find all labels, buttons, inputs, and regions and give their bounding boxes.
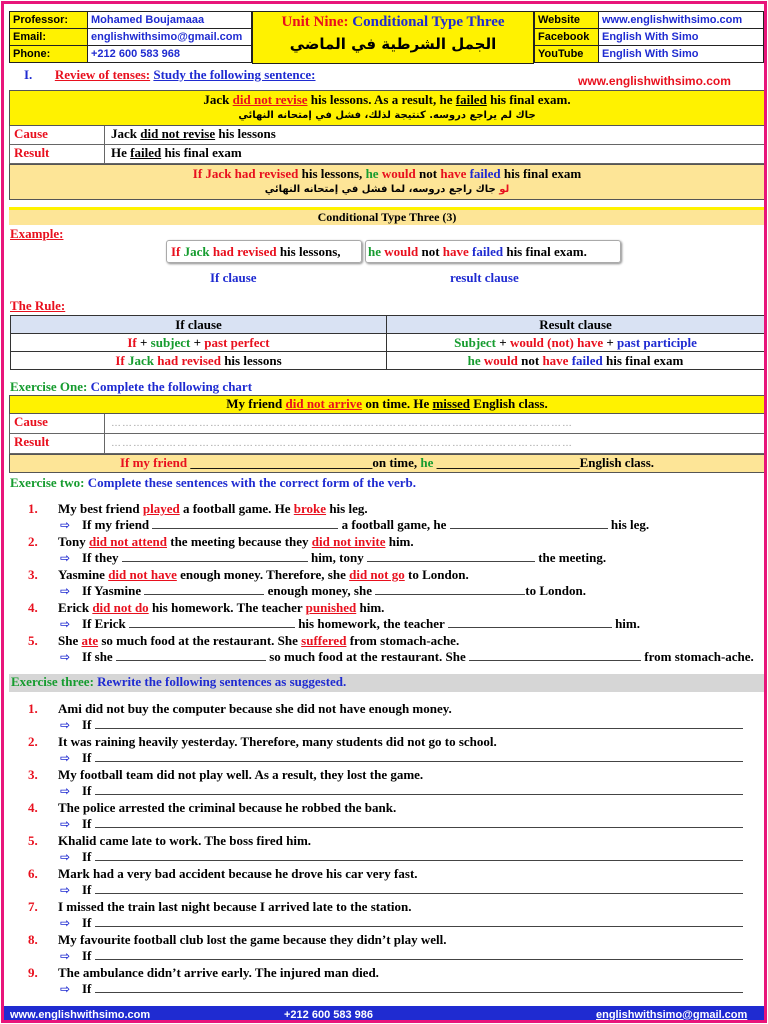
rule-example-result [387, 352, 765, 370]
ex-text: his lessons, [276, 244, 341, 259]
rule-header-result: Result clause [387, 316, 765, 334]
section-site-link[interactable]: www.englishwithsimo.com [578, 74, 731, 88]
answer-line[interactable] [95, 883, 743, 894]
cond-text: his lessons, [298, 166, 366, 181]
question-text: from stomach-ache. [346, 633, 460, 648]
cond-if: If Jack [192, 166, 235, 181]
ex1-blank-2[interactable]: ______________________ [433, 455, 580, 470]
exercise-three-heading [9, 674, 765, 692]
ex1-if: If [119, 455, 133, 470]
question-verb: played [142, 501, 180, 516]
exercise-three-label: Exercise three: [11, 674, 94, 689]
rule-subject: subject [150, 334, 191, 350]
rule-plus: + [603, 334, 618, 350]
exercise-two-question [28, 534, 414, 550]
ex1-subject: my friend [132, 455, 188, 470]
email-label: Email: [10, 29, 88, 46]
question-number: 8. [28, 932, 38, 947]
answer-prompt: If they [82, 550, 122, 565]
ex1-he: he [420, 455, 434, 470]
ex-participle: failed [468, 244, 504, 259]
arrow-right-icon: ⇨ [60, 617, 71, 631]
ex1-verb-1: did not arrive [285, 396, 363, 411]
answer-line[interactable] [95, 982, 743, 993]
ex-subject: he [368, 244, 385, 259]
answer-line[interactable] [95, 751, 743, 762]
exercise-one-instructions: Complete the following chart [90, 379, 253, 394]
ex-text: his final exam. [503, 244, 587, 259]
rule-plus: + [496, 334, 510, 350]
rule-ex-participle: failed [568, 352, 603, 368]
question-number: 4. [28, 600, 38, 615]
rule-formula-if [11, 334, 387, 352]
section-number: I. [24, 67, 33, 82]
ex-subject: Jack [183, 244, 213, 259]
ex1-text: English class. [470, 396, 548, 411]
rule-ex-subject: he [467, 352, 484, 368]
website-label: Website [535, 12, 599, 29]
ex1-result-row [9, 434, 765, 454]
ex1-cause-answer[interactable]: ……………………………………………………………………………………………………………… [111, 418, 573, 429]
answer-blank[interactable] [367, 551, 535, 562]
exercise-three-question [28, 767, 423, 783]
footer-bar [4, 1006, 766, 1023]
question-text: him. [356, 600, 385, 615]
rule-ex-if: If [115, 352, 128, 368]
ex-have: have [442, 244, 469, 259]
question-verb: did not attend [88, 534, 167, 549]
worksheet-page [1, 1, 767, 1023]
rule-past-perfect: past perfect [204, 334, 270, 350]
arrow-right-icon: ⇨ [60, 584, 71, 598]
example-if-clause [166, 240, 362, 263]
answer-if: If [82, 948, 92, 963]
exercise-three-question [28, 965, 379, 981]
arrow-right-icon: ⇨ [60, 784, 71, 798]
question-number: 4. [28, 800, 38, 815]
exercise-three-answer [60, 915, 743, 931]
cond-arabic [10, 184, 764, 195]
cond-text: his final exam [500, 166, 582, 181]
result-clause-caption: result clause [450, 270, 519, 285]
ex1-conditional-row [9, 454, 765, 473]
ex1-result-label: Result [10, 434, 105, 453]
phone-label: Phone: [10, 46, 88, 63]
ct3-title-bar: Conditional Type Three (3) [9, 207, 765, 225]
answer-blank[interactable] [152, 518, 338, 529]
exercise-three-answer [60, 816, 743, 832]
exercise-three-answer [60, 948, 743, 964]
answer-blank[interactable] [129, 617, 295, 628]
review-sentence-box [9, 90, 765, 126]
exercise-three-answer [60, 849, 743, 865]
teacher-info-table [9, 11, 252, 63]
answer-if: If [82, 849, 92, 864]
rule-if: If [127, 334, 137, 350]
exercise-two-question [28, 600, 384, 616]
review-text: his lessons. As a result, he [307, 92, 456, 107]
ex1-text: on time, [372, 455, 421, 470]
section-subtitle: Study the following sentence: [153, 67, 316, 82]
result-row [9, 145, 765, 164]
exercise-three-question [28, 899, 412, 915]
email-value[interactable]: englishwithsimo@gmail.com [88, 29, 252, 46]
cond-have: have [440, 166, 467, 181]
arrow-right-icon: ⇨ [60, 650, 71, 664]
youtube-value[interactable]: English With Simo [599, 46, 764, 63]
professor-name: Mohamed Boujamaaa [88, 12, 252, 29]
answer-prompt: If Yasmine [82, 583, 145, 598]
exercise-three-question [28, 800, 396, 816]
exercise-three-question [28, 866, 418, 882]
review-text: his final exam. [486, 92, 571, 107]
cond-participle: failed [466, 166, 501, 181]
ex-if: If [171, 244, 184, 259]
answer-prompt: If she [82, 649, 116, 664]
question-text: the meeting because they [167, 534, 312, 549]
professor-label: Professor: [10, 12, 88, 29]
question-text: My football team did not play well. As a result, they lost the game. [58, 767, 424, 782]
answer-if: If [82, 717, 92, 732]
cond-would: would [381, 166, 416, 181]
cond-arabic-text: جاك راجع دروسه، لما فشل في إمتحانه النهائي [264, 184, 500, 195]
result-verb: failed [130, 145, 162, 160]
arrow-right-icon: ⇨ [60, 916, 71, 930]
rule-ex-text: his final exam [602, 352, 684, 368]
arrow-right-icon: ⇨ [60, 850, 71, 864]
answer-if: If [82, 981, 92, 996]
cause-row [9, 126, 765, 145]
exercise-two-answer [60, 583, 586, 599]
question-number: 7. [28, 899, 38, 914]
question-text: his leg. [326, 501, 368, 516]
answer-prompt: a football game, he [338, 517, 450, 532]
website-value[interactable]: www.englishwithsimo.com [599, 12, 764, 29]
example-label: Example: [10, 226, 64, 241]
exercise-three-question [28, 734, 497, 750]
answer-blank[interactable] [448, 617, 612, 628]
arrow-right-icon: ⇨ [60, 949, 71, 963]
answer-blank[interactable] [469, 650, 641, 661]
question-verb: suffered [301, 633, 347, 648]
contact-table [534, 11, 764, 63]
answer-prompt: If Erick [82, 616, 129, 631]
cond-not: not [415, 166, 441, 181]
answer-line[interactable] [95, 949, 743, 960]
arrow-right-icon: ⇨ [60, 883, 71, 897]
question-text: him. [385, 534, 414, 549]
rule-would-have: would (not) have [509, 334, 604, 350]
ex1-cause-label: Cause [10, 414, 105, 433]
exercise-two-instructions: Complete these sentences with the correct form of the verb. [87, 475, 416, 490]
answer-blank[interactable] [375, 584, 525, 595]
question-text: I missed the train last night because I arrived late to the station. [58, 899, 412, 914]
example-result-clause [365, 240, 621, 263]
exercise-three-question [28, 833, 311, 849]
rule-formula-result [387, 334, 765, 352]
rule-past-participle: past participle [617, 334, 697, 350]
cause-text: Jack [111, 126, 141, 141]
unit-topic: Conditional Type Three [352, 14, 505, 30]
facebook-value[interactable]: English With Simo [599, 29, 764, 46]
exercise-three-instructions: Rewrite the following sentences as suggested. [97, 674, 347, 689]
ex1-blank-1[interactable]: ____________________________ [187, 455, 373, 470]
ex-verb: had revised [212, 244, 277, 259]
result-text: He [111, 145, 131, 160]
exercise-two-heading [10, 475, 416, 491]
question-number: 3. [28, 767, 38, 782]
rule-plus: + [136, 334, 151, 350]
exercise-two-question [28, 633, 459, 649]
arrow-right-icon: ⇨ [60, 718, 71, 732]
ex1-result-answer[interactable]: ……………………………………………………………………………………………………………… [111, 438, 573, 449]
exercise-two-answer [60, 550, 606, 566]
question-text: enough money. Therefore, she [176, 567, 350, 582]
cond-verb: had revised [234, 166, 299, 181]
question-verb: did not invite [311, 534, 386, 549]
cond-arabic-if: لو [499, 184, 510, 195]
answer-prompt: If my friend [82, 517, 153, 532]
question-text: She [58, 633, 82, 648]
unit-title-box [252, 11, 534, 64]
answer-prompt: him. [611, 616, 640, 631]
rule-ex-have: have [542, 352, 569, 368]
answer-line[interactable] [95, 817, 743, 828]
question-number: 2. [28, 534, 38, 549]
answer-if: If [82, 783, 92, 798]
exercise-three-answer [60, 717, 743, 733]
exercise-two-answer [60, 517, 649, 533]
exercise-three-answer [60, 981, 743, 997]
arabic-title: الجمل الشرطية في الماضي [289, 35, 497, 53]
answer-blank[interactable] [144, 584, 264, 595]
question-text: My best friend [58, 501, 143, 516]
rule-ex-verb: had revised [157, 352, 221, 368]
cause-text: his lessons [215, 126, 276, 141]
exercise-two-answer [60, 649, 754, 665]
review-verb-1: did not revise [232, 92, 308, 107]
answer-if: If [82, 816, 92, 831]
rule-label: The Rule: [10, 298, 66, 313]
answer-prompt: enough money, she [264, 583, 376, 598]
exercise-two-question [28, 501, 368, 517]
answer-prompt: the meeting. [534, 550, 607, 565]
review-arabic: جاك لم يراجع دروسه. كنتيجة لذلك، فشل في إمتحانه النهائي [238, 110, 536, 121]
answer-blank[interactable] [450, 518, 608, 529]
answer-line[interactable] [95, 718, 743, 729]
question-text: Tony [58, 534, 89, 549]
question-text: Mark had a very bad accident because he drove his car very fast. [58, 866, 418, 881]
exercise-one-heading [10, 379, 252, 395]
question-number: 3. [28, 567, 38, 582]
rule-ex-not: not [517, 352, 543, 368]
rule-subject: Subject [454, 334, 497, 350]
rule-ex-text: his lessons [220, 352, 282, 368]
rule-header-if: If clause [11, 316, 387, 334]
exercise-one-sentence [9, 395, 765, 414]
question-verb: did not do [92, 600, 149, 615]
answer-blank[interactable] [116, 650, 266, 661]
conditional-box [9, 164, 765, 200]
if-clause-caption: If clause [210, 270, 257, 285]
question-text: Khalid came late to work. The boss fired him. [58, 833, 312, 848]
answer-prompt: so much food at the restaurant. She [265, 649, 470, 664]
question-number: 6. [28, 866, 38, 881]
exercise-three-answer [60, 882, 743, 898]
unit-number: Unit Nine: [281, 14, 349, 30]
ex1-text: English class. [579, 455, 655, 470]
cause-verb: did not revise [140, 126, 216, 141]
question-text: Erick [58, 600, 93, 615]
question-verb: ate [81, 633, 99, 648]
answer-line[interactable] [95, 850, 743, 861]
cause-label: Cause [10, 126, 105, 144]
ex1-text: My friend [226, 396, 286, 411]
ex1-verb-2: missed [432, 396, 471, 411]
phone-value: +212 600 583 968 [88, 46, 252, 63]
question-number: 2. [28, 734, 38, 749]
answer-if: If [82, 882, 92, 897]
review-verb-2: failed [455, 92, 487, 107]
question-verb: did not go [349, 567, 405, 582]
question-text: Ami did not buy the computer because she did not have enough money. [58, 701, 452, 716]
question-number: 5. [28, 833, 38, 848]
ex1-text: on time. He [362, 396, 433, 411]
exercise-two-label: Exercise two: [10, 475, 85, 490]
exercise-three-answer [60, 783, 743, 799]
exercise-two-answer [60, 616, 640, 632]
result-text: his final exam [161, 145, 242, 160]
answer-prompt: from stomach-ache. [641, 649, 754, 664]
question-text: It was raining heavily yesterday. Therefore, many students did not go to school. [58, 734, 497, 749]
section-heading [24, 67, 316, 83]
question-text: a football game. He [179, 501, 294, 516]
ex-not: not [418, 244, 443, 259]
arrow-right-icon: ⇨ [60, 751, 71, 765]
answer-line[interactable] [95, 784, 743, 795]
question-verb: did not have [108, 567, 177, 582]
result-label: Result [10, 145, 105, 163]
youtube-label: YouTube [535, 46, 599, 63]
answer-prompt: his homework, the teacher [294, 616, 448, 631]
arrow-right-icon: ⇨ [60, 817, 71, 831]
exercise-three-answer [60, 750, 743, 766]
ex-would: would [384, 244, 419, 259]
question-number: 1. [28, 701, 38, 716]
exercise-two-question [28, 567, 469, 583]
arrow-right-icon: ⇨ [60, 982, 71, 996]
facebook-label: Facebook [535, 29, 599, 46]
question-verb: punished [305, 600, 357, 615]
answer-if: If [82, 915, 92, 930]
question-text: to London. [404, 567, 469, 582]
question-number: 1. [28, 501, 38, 516]
answer-blank[interactable] [122, 551, 308, 562]
ex1-cause-row [9, 414, 765, 434]
question-number: 5. [28, 633, 38, 648]
answer-prompt: his leg. [607, 517, 650, 532]
exercise-one-label: Exercise One: [10, 379, 88, 394]
question-text: so much food at the restaurant. She [98, 633, 302, 648]
footer-email[interactable]: englishwithsimo@gmail.com [596, 1008, 748, 1021]
question-text: My favourite football club lost the game because they didn’t play well. [58, 932, 447, 947]
question-text: his homework. The teacher [148, 600, 306, 615]
answer-prompt: to London. [525, 583, 586, 598]
answer-if: If [82, 750, 92, 765]
question-text: Yasmine [58, 567, 109, 582]
rule-table [10, 315, 765, 370]
question-number: 9. [28, 965, 38, 980]
review-text: Jack [203, 92, 233, 107]
answer-line[interactable] [95, 916, 743, 927]
question-verb: broke [293, 501, 327, 516]
cond-subject: he [365, 166, 382, 181]
exercise-three-question [28, 701, 452, 717]
question-text: The ambulance didn’t arrive early. The injured man died. [58, 965, 379, 980]
arrow-right-icon: ⇨ [60, 551, 71, 565]
footer-phone: +212 600 583 986 [284, 1008, 374, 1021]
question-text: The police arrested the criminal because he robbed the bank. [58, 800, 397, 815]
footer-site[interactable]: www.englishwithsimo.com [10, 1008, 151, 1021]
rule-example-if [11, 352, 387, 370]
exercise-three-question [28, 932, 447, 948]
arrow-right-icon: ⇨ [60, 518, 71, 532]
section-title: Review of tenses: [54, 67, 151, 82]
rule-ex-would: would [483, 352, 518, 368]
answer-prompt: him, tony [307, 550, 367, 565]
rule-plus: + [190, 334, 205, 350]
rule-ex-subject: Jack [128, 352, 158, 368]
